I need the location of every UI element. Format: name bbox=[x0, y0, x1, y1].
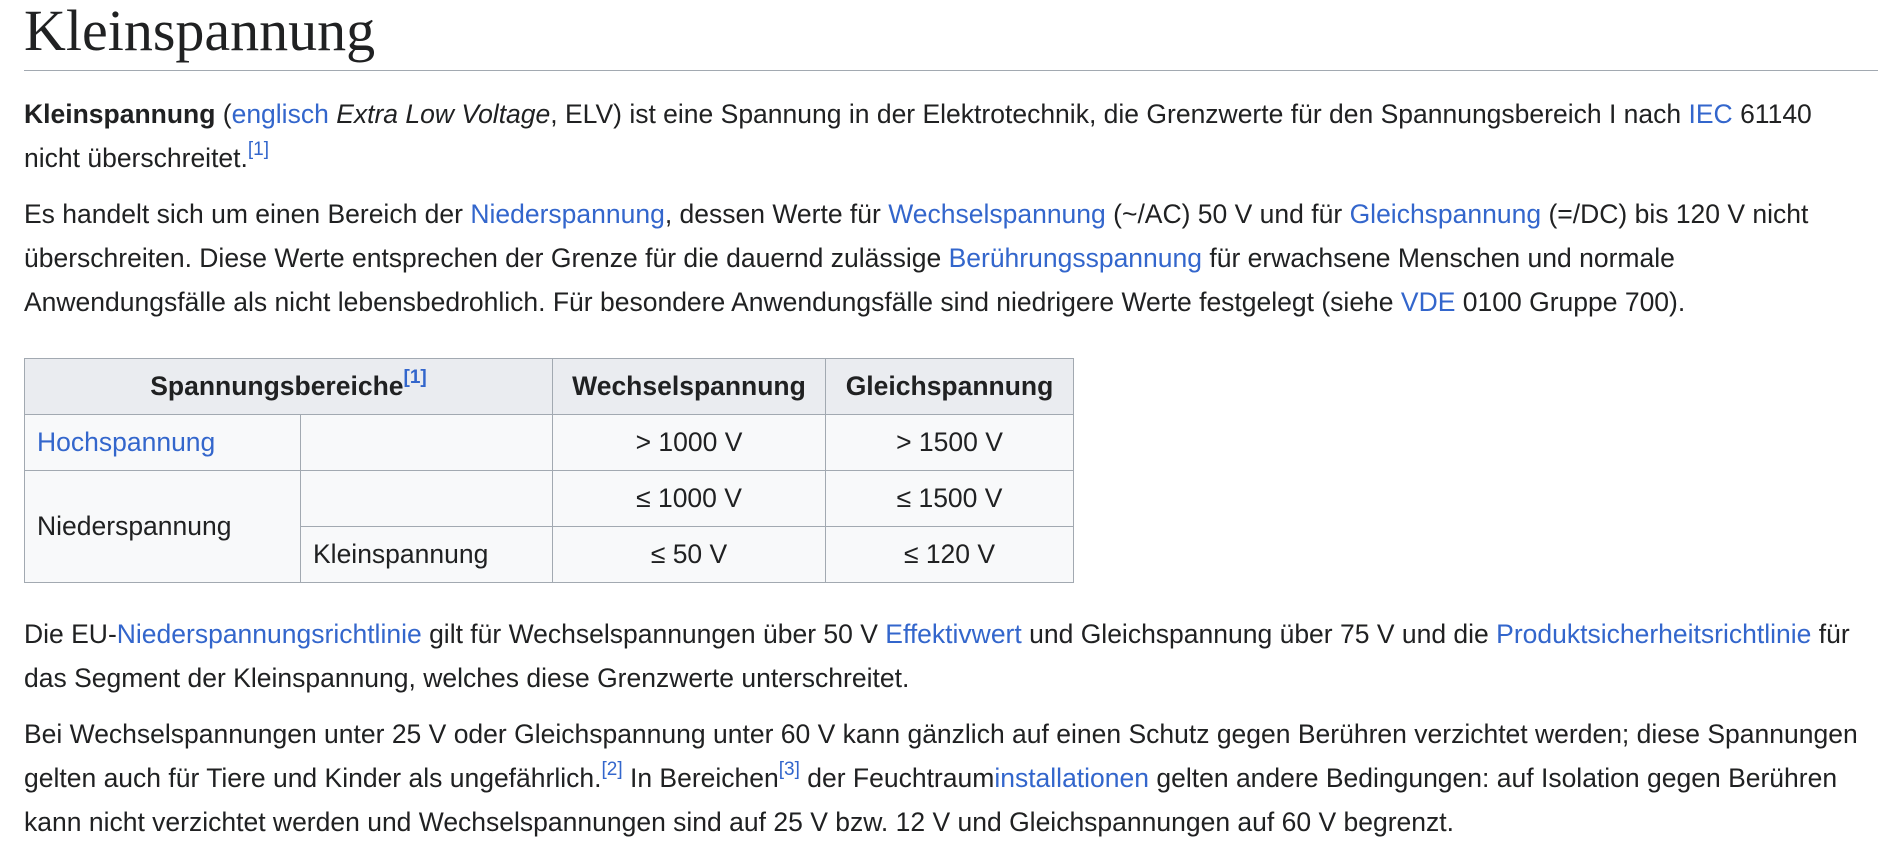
protection-paragraph: Bei Wechselspannungen unter 25 V oder Gleichspannung unter 60 V kann gänzlich auf einen Schutz gegen Berühren verzichtet werden; diese Spannungen gelten auch für Tiere und Kinder als ungefährlich.[2] In Bereichen[3] der Feuchtrauminstallationen gelten andere Bedingungen: auf Isolation gegen Berühren kann nicht verzichtet werden und Wechselspannungen sind auf 25 V bzw. 12 V und Gleichspannungen auf 60 V begrenzt. bbox=[24, 719, 1858, 837]
cell-dc: > 1500 V bbox=[826, 415, 1074, 471]
cell-ac: ≤ 50 V bbox=[553, 527, 826, 583]
page-title: Kleinspannung bbox=[24, 0, 1878, 71]
cell-ac: ≤ 1000 V bbox=[553, 471, 826, 527]
cell-sub bbox=[301, 415, 553, 471]
range-paragraph: Es handelt sich um einen Bereich der Niederspannung, dessen Werte für Wechselspannung (~/AC) 50 V und für Gleichspannung (=/DC) bis 120 V nicht überschreiten. Diese Werte entsprechen der Grenze für die dauernd zulässige Berührungsspannung für erwachsene Menschen und normale Anwendungsfälle als nicht lebensbedrohlich. Für besondere Anwendungsfälle sind niedrigere Werte festgelegt (siehe VDE 0100 Gruppe 700). bbox=[24, 199, 1809, 317]
bold-term: Kleinspannung bbox=[24, 99, 216, 129]
table-header-row bbox=[25, 359, 1074, 415]
footnote-link-1-table[interactable]: [1] bbox=[403, 367, 427, 388]
eu-directive-paragraph: Die EU-Niederspannungsrichtlinie gilt für Wechselspannungen über 50 V Effektivwert und Gleichspannung über 75 V und die Produktsicherheitsrichtlinie für das Segment der Kleinspannung, welches diese Grenzwerte unterschreitet. bbox=[24, 619, 1850, 693]
footnote-ref-2 bbox=[601, 759, 622, 780]
link-produktsicherheitsrichtlinie[interactable]: Produktsicherheitsrichtlinie bbox=[1496, 619, 1812, 649]
footnote-link-1[interactable]: [1] bbox=[247, 139, 270, 160]
cell-ac: > 1000 V bbox=[553, 415, 826, 471]
english-term: Extra Low Voltage bbox=[336, 99, 551, 129]
link-vde[interactable]: VDE bbox=[1400, 287, 1456, 317]
table-row bbox=[25, 415, 1074, 471]
link-wechselspannung[interactable]: Wechselspannung bbox=[888, 199, 1106, 229]
cell-dc: ≤ 120 V bbox=[826, 527, 1074, 583]
link-hochspannung[interactable]: Hochspannung bbox=[37, 427, 216, 457]
header-ranges: Spannungsbereiche[1] bbox=[25, 359, 553, 415]
footnote-ref-1 bbox=[248, 139, 269, 160]
footnote-ref-1-table bbox=[404, 367, 427, 388]
voltage-ranges-table bbox=[24, 358, 1074, 583]
link-beruehrungsspannung[interactable]: Berührungsspannung bbox=[948, 243, 1202, 273]
link-iec[interactable]: IEC bbox=[1688, 99, 1733, 129]
header-dc: Gleichspannung bbox=[826, 359, 1074, 415]
link-installationen[interactable]: installationen bbox=[994, 763, 1150, 793]
cell-main: Niederspannung bbox=[25, 471, 301, 583]
link-niederspannung[interactable]: Niederspannung bbox=[470, 199, 665, 229]
table-row bbox=[25, 471, 1074, 527]
link-gleichspannung[interactable]: Gleichspannung bbox=[1349, 199, 1542, 229]
cell-dc: ≤ 1500 V bbox=[826, 471, 1074, 527]
intro-paragraph: Kleinspannung (englisch Extra Low Voltage, ELV) ist eine Spannung in der Elektrotechnik, die Grenzwerte für den Spannungsbereich I nach IEC 61140 nicht überschreitet.[1] bbox=[24, 99, 1812, 173]
link-effektivwert[interactable]: Effektivwert bbox=[885, 619, 1022, 649]
footnote-ref-3 bbox=[779, 759, 800, 780]
cell-sub: Kleinspannung bbox=[301, 527, 553, 583]
header-ac: Wechselspannung bbox=[553, 359, 826, 415]
cell-sub bbox=[301, 471, 553, 527]
footnote-link-3[interactable]: [3] bbox=[778, 759, 800, 780]
footnote-link-2[interactable]: [2] bbox=[601, 759, 623, 780]
link-niederspannungsrichtlinie[interactable]: Niederspannungsrichtlinie bbox=[116, 619, 422, 649]
cell-main bbox=[25, 415, 301, 471]
link-englisch[interactable]: englisch bbox=[231, 99, 329, 129]
